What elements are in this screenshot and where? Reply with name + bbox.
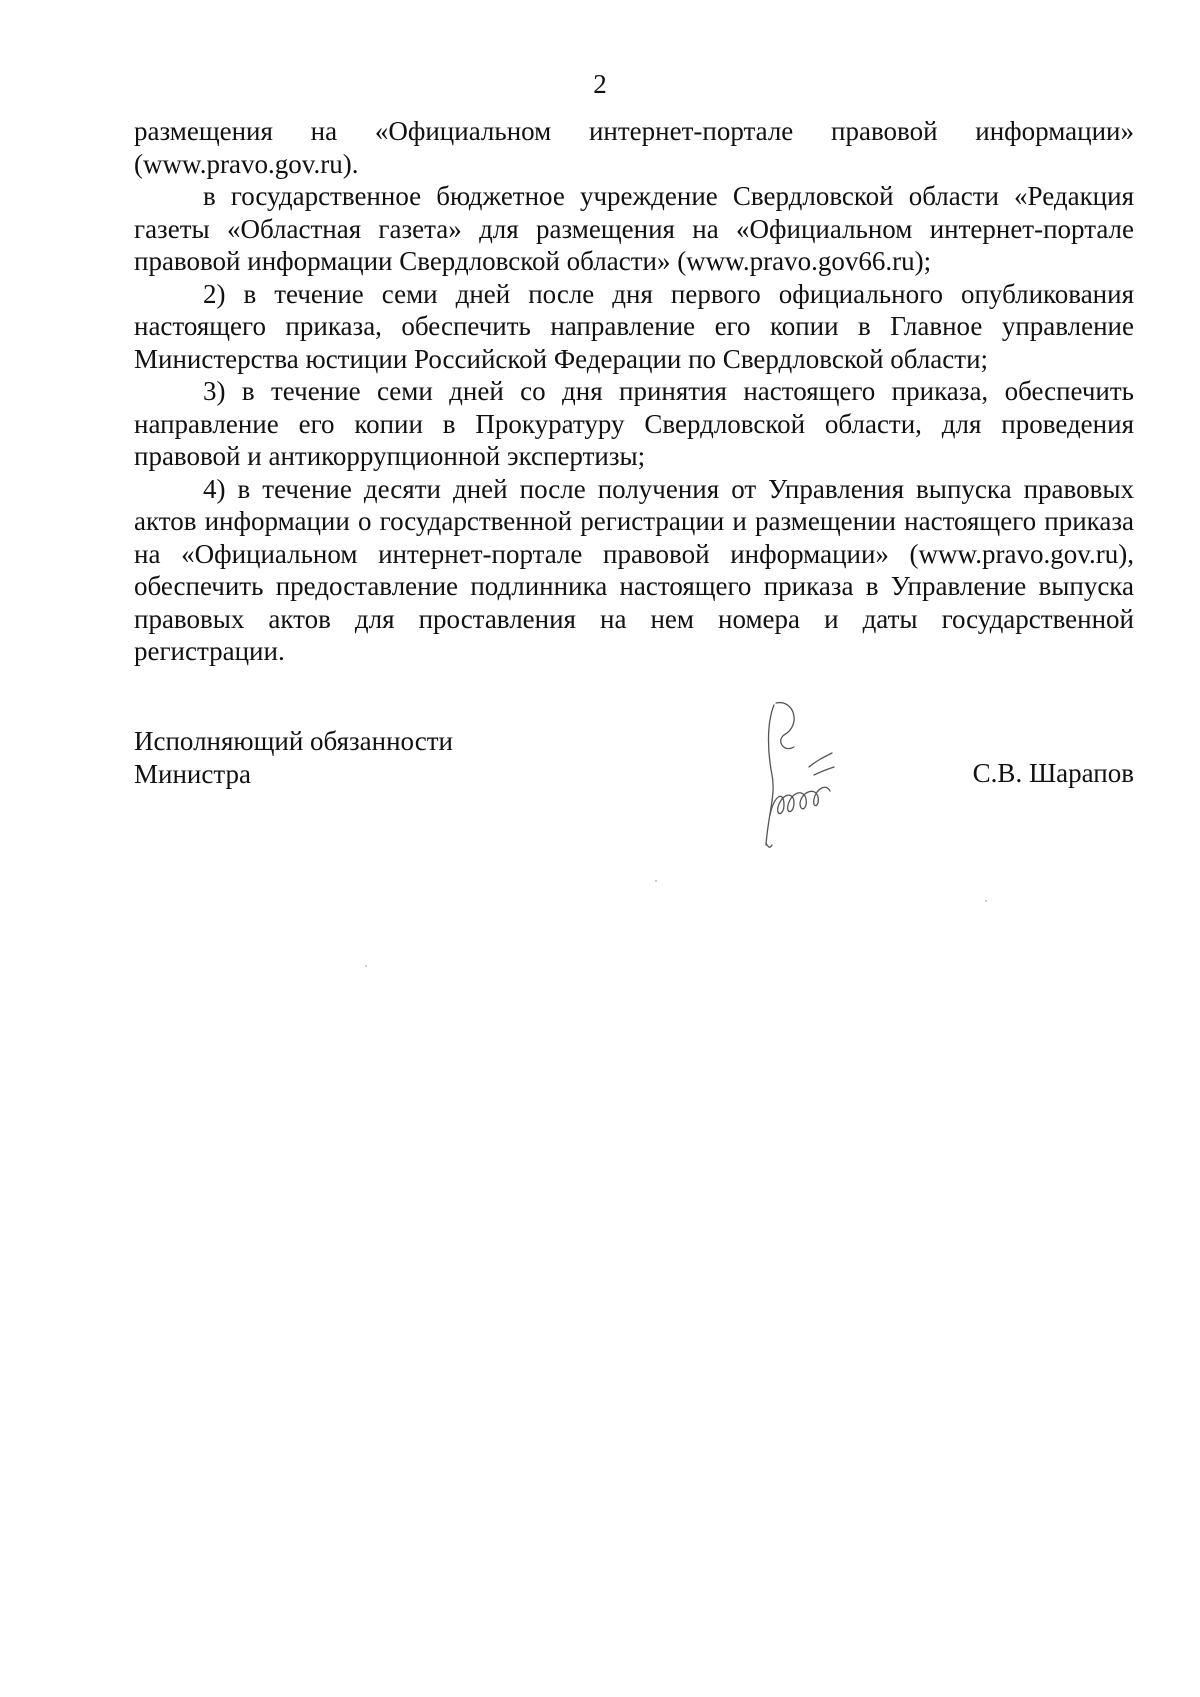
signatory-title (134, 725, 614, 790)
signatory-title-line-1: Исполняющий обязанности (134, 726, 453, 756)
page-number: 2 (593, 69, 607, 99)
paragraph-4: 3) в течение семи дней со дня принятия настоящего приказа, обеспечить направление его копии в Прокуратуру Свердловской области, для проведения правовой и антикоррупционной экспертизы; (134, 376, 1134, 471)
handwritten-signature (754, 695, 864, 855)
signatory-name: С.В. Шарапов (972, 758, 1134, 788)
scan-speck (985, 900, 987, 902)
scan-speck (365, 965, 367, 967)
paragraph-5: 4) в течение десяти дней после получения от Управления выпуска правовых актов информации о государственной регистрации и размещении настоящего приказа на «Официальном интернет-портале правовой информации» (www.pravo.gov.ru), обеспечить предоставление подлинника настоящего приказа в Управление выпуска правовых актов для проставления на нем номера и даты государственной регистрации. (134, 473, 1134, 666)
paragraph-2: в государственное бюджетное учреждение Свердловской области «Редакция газеты «Областная газета» для размещения на «Официальном интернет-портале правовой информации Свердловской области» (www.pravo.gov66.ru); (134, 181, 1134, 276)
signatory-title-line-2: Министра (134, 758, 251, 789)
document-body (134, 115, 1134, 668)
paragraph-3: 2) в течение семи дней после дня первого официального опубликования настоящего приказа, обеспечить направление его копии в Главное управление Министерства юстиции Российской Федерации по Свердловской области; (134, 278, 1134, 374)
paragraph-1: размещения на «Официальном интернет-портале правовой информации» (www.pravo.gov.ru). (134, 116, 1134, 179)
scan-speck (655, 880, 657, 882)
signature-block (134, 725, 1134, 865)
